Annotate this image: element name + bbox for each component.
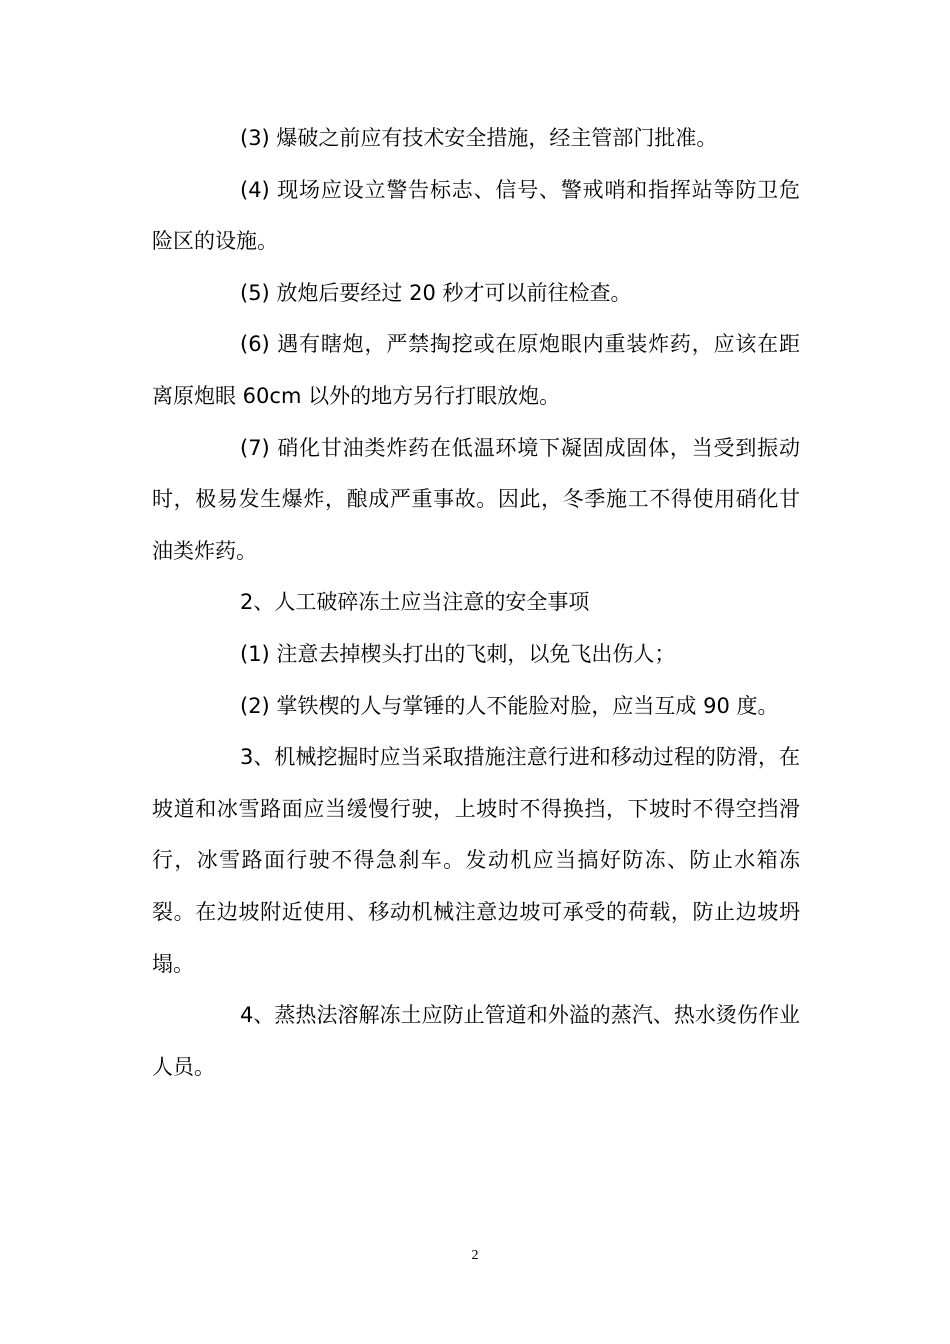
section-heading-manual-breaking: 2、人工破碎冻土应当注意的安全事项 bbox=[240, 590, 590, 615]
paragraph-nitroglycerin: (7) 硝化甘油类炸药在低温环境下凝固成固体，当受到振动时，极易发生爆炸，酿成严重事故。因此，冬季施工不得使用硝化甘油类炸药。 bbox=[152, 435, 800, 563]
paragraph-wedge-burrs: (1) 注意去掉楔头打出的飞刺，以免飞出伤人； bbox=[240, 641, 676, 666]
paragraph-blasting-approval: (3) 爆破之前应有技术安全措施，经主管部门批准。 bbox=[240, 126, 718, 150]
paragraph-warning-signs: (4) 现场应设立警告标志、信号、警戒哨和指挥站等防卫危险区的设施。 bbox=[152, 177, 800, 254]
paragraph-misfire: (6) 遇有瞎炮，严禁掏挖或在原炮眼内重装炸药，应该在距离原炮眼 60cm 以外的地方另行打眼放炮。 bbox=[152, 332, 800, 408]
page-number: 2 bbox=[471, 1248, 479, 1263]
paragraph-wedge-angle: (2) 掌铁楔的人与掌锤的人不能脸对脸，应当互成 90 度。 bbox=[240, 693, 779, 718]
paragraph-inspection-wait: (5) 放炮后要经过 20 秒才可以前往检查。 bbox=[240, 280, 632, 305]
document-body bbox=[152, 113, 800, 1093]
paragraph-mechanical-excavation: 3、机械挖掘时应当采取措施注意行进和移动过程的防滑，在坡道和冰雪路面应当缓慢行驶，上坡时不得换挡，下坡时不得空挡滑行，冰雪路面行驶不得急刹车。发动机应当搞好防冻、防止水箱冻裂。在边坡附近使用、移动机械注意边坡可承受的荷载，防止边坡坍塌。 bbox=[152, 745, 800, 976]
paragraph-steam-thawing: 4、蒸热法溶解冻土应防止管道和外溢的蒸汽、热水烫伤作业人员。 bbox=[152, 1003, 800, 1079]
